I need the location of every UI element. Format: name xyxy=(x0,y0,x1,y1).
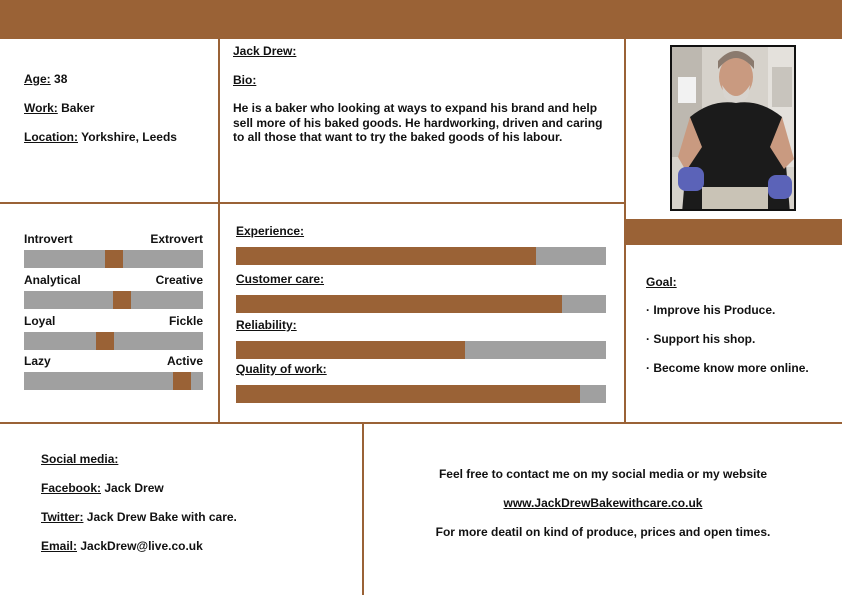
trait-slider-knob xyxy=(173,372,191,390)
trait-left-label: Analytical xyxy=(24,273,81,287)
goal-label: Goal: xyxy=(646,275,677,289)
email-value[interactable]: JackDrew@live.co.uk xyxy=(80,539,203,553)
trait-right-label: Creative xyxy=(155,273,203,287)
trait-left-label: Introvert xyxy=(24,232,73,246)
skill-bar xyxy=(236,385,606,403)
age-label: Age: xyxy=(24,72,51,86)
work-row xyxy=(24,101,94,115)
trait-left-label: Loyal xyxy=(24,314,56,328)
social-title: Social media: xyxy=(41,452,119,466)
age-row xyxy=(24,72,67,86)
skill-label: Customer care: xyxy=(236,272,325,286)
work-value: Baker xyxy=(61,101,95,115)
divider xyxy=(0,202,626,204)
skill-bar-fill xyxy=(236,385,580,403)
email-label: Email: xyxy=(41,539,78,553)
trait-slider xyxy=(24,372,203,390)
trait-right-label: Fickle xyxy=(168,314,203,328)
location-row xyxy=(24,130,177,144)
facebook-value: Jack Drew xyxy=(104,481,164,495)
goal-banner xyxy=(626,219,842,245)
goal-item: · Become know more online. xyxy=(646,361,809,375)
divider xyxy=(0,422,842,424)
bio-label: Bio: xyxy=(233,73,257,87)
skill-bar-fill xyxy=(236,341,465,359)
trait-slider xyxy=(24,332,203,350)
work-label: Work: xyxy=(24,101,58,115)
trait-slider xyxy=(24,291,203,309)
twitter-row xyxy=(41,510,237,524)
persona-name: Jack Drew: xyxy=(233,44,297,58)
skill-label: Reliability: xyxy=(236,318,297,332)
person-photo xyxy=(670,45,796,211)
skill-bar-fill xyxy=(236,295,562,313)
trait-slider-knob xyxy=(105,250,123,268)
divider xyxy=(218,37,220,423)
email-row xyxy=(41,539,203,553)
goal-item: · Support his shop. xyxy=(646,332,756,346)
trait-right-label: Active xyxy=(166,354,203,368)
trait-slider-knob xyxy=(113,291,131,309)
twitter-label: Twitter: xyxy=(41,510,84,524)
contact-section xyxy=(364,467,842,539)
trait-right-label: Extrovert xyxy=(150,232,203,246)
divider xyxy=(0,37,842,39)
bio-line: to all those that want to try the baked goods of his labour. xyxy=(233,130,563,144)
skill-bar xyxy=(236,247,606,265)
age-value: 38 xyxy=(54,72,68,86)
website-link[interactable]: www.JackDrewBakewithcare.co.uk xyxy=(503,496,703,510)
trait-slider xyxy=(24,250,203,268)
header-banner xyxy=(0,0,842,37)
contact-line: Feel free to contact me on my social media or my website xyxy=(438,467,768,481)
bio-line: sell more of his baked goods. He hardworking, driven and caring xyxy=(233,116,603,130)
skill-label: Quality of work: xyxy=(236,362,327,376)
facebook-row xyxy=(41,481,164,495)
bio-line: He is a baker who looking at ways to expand his brand and help xyxy=(233,101,598,115)
facebook-label: Facebook: xyxy=(41,481,102,495)
trait-left-label: Lazy xyxy=(24,354,51,368)
location-value: Yorkshire, Leeds xyxy=(81,130,177,144)
skill-bar xyxy=(236,295,606,313)
twitter-value: Jack Drew Bake with care. xyxy=(86,510,237,524)
location-label: Location: xyxy=(24,130,78,144)
goal-item: · Improve his Produce. xyxy=(646,303,776,317)
skill-bar xyxy=(236,341,606,359)
contact-line: For more deatil on kind of produce, prices and open times. xyxy=(435,525,771,539)
trait-slider-knob xyxy=(96,332,114,350)
skill-bar-fill xyxy=(236,247,536,265)
skill-label: Experience: xyxy=(236,224,305,238)
